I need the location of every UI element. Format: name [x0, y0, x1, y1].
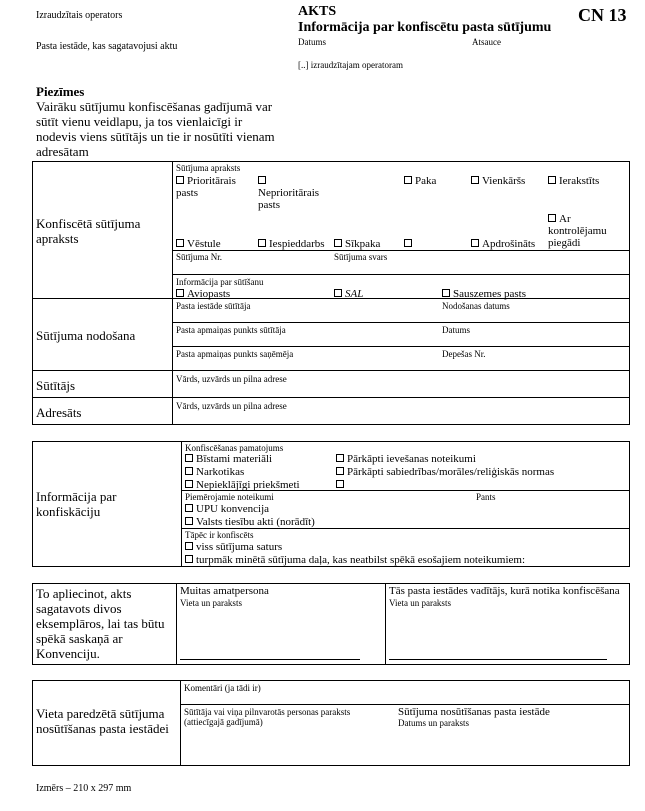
registered-checkbox[interactable]: [548, 176, 556, 184]
narcotics-option[interactable]: Narkotikas: [185, 466, 244, 478]
letter-checkbox[interactable]: [176, 239, 184, 247]
small-packet-checkbox[interactable]: [334, 239, 342, 247]
parcel-option[interactable]: Paka: [404, 175, 436, 187]
item-number-label: Sūtījuma Nr.: [176, 252, 223, 262]
import-rules-option[interactable]: Pārkāpti ievešanas noteikumi: [336, 453, 476, 465]
national-law-option[interactable]: Valsts tiesību akti (norādīt): [185, 516, 315, 528]
posting-section-label: Sūtījuma nodošana: [36, 328, 136, 343]
import-rules-checkbox[interactable]: [336, 454, 344, 462]
delivery-confirmation-option[interactable]: Ar kontrolējamu piegādi: [548, 213, 607, 249]
designated-operator-label: Izraudzītais operators: [36, 10, 123, 21]
printed-matter-option[interactable]: Iespieddarbs: [258, 238, 325, 250]
sender-field-label: Vārds, uzvārds un pilna adrese: [176, 374, 287, 384]
whole-content-checkbox[interactable]: [185, 542, 193, 550]
other-reason-checkbox[interactable]: [336, 480, 344, 488]
ordinary-checkbox[interactable]: [471, 176, 479, 184]
rules-label: Piemērojamie noteikumi: [185, 492, 274, 502]
upu-option[interactable]: UPU konvencija: [185, 503, 269, 515]
office-signature-line[interactable]: [389, 659, 607, 660]
insured-checkbox[interactable]: [471, 239, 479, 247]
registered-option[interactable]: Ierakstīts: [548, 175, 599, 187]
doc-type: AKTS: [298, 4, 337, 19]
reasons-label: Konfiscēšanas pamatojums: [185, 443, 284, 453]
confiscated-label: Tāpēc ir konfiscēts: [185, 530, 254, 540]
insured-option[interactable]: Apdrošināts: [471, 238, 535, 250]
drafting-office-label: Pasta iestāde, kas sagatavojusi aktu: [36, 41, 178, 52]
prohibited-checkbox[interactable]: [185, 480, 193, 488]
exchange-date-label: Datums: [442, 325, 470, 335]
weight-label: Sūtījuma svars: [334, 252, 388, 262]
surface-checkbox[interactable]: [442, 289, 450, 297]
sal-option[interactable]: SAL: [334, 288, 363, 300]
narcotics-checkbox[interactable]: [185, 467, 193, 475]
to-operator-label: [..] izraudzītajam operatoram: [298, 60, 403, 70]
sender-sign-label: Sūtītāja vai viņa pilnvarotās personas paraksts (attiecīgajā gadījumā): [184, 707, 351, 727]
form-code: CN 13: [578, 5, 627, 25]
non-priority-option[interactable]: Neprioritārais pasts: [258, 175, 338, 211]
prohibited-option[interactable]: Nepieklājīgi priekšmeti: [185, 479, 300, 491]
part-content-option[interactable]: turpmāk minētā sūtījuma daļa, kas neatbilst spēkā esošajiem noteikumiem:: [185, 554, 525, 566]
printed-matter-checkbox[interactable]: [258, 239, 266, 247]
sender-label: Sūtītājs: [36, 378, 76, 393]
public-order-checkbox[interactable]: [336, 467, 344, 475]
destination-label: Vieta paredzētā sūtījuma nosūtīšanas pasta iestādei: [36, 706, 169, 736]
addressee-field-label: Vārds, uzvārds un pilna adrese: [176, 401, 287, 411]
exchange-receiver-label: Pasta apmaiņas punkts saņēmēja: [176, 349, 294, 359]
small-packet-option[interactable]: Sīkpaka: [334, 238, 380, 250]
size-note: Izmērs – 210 x 297 mm: [36, 783, 132, 794]
addressee-label: Adresāts: [36, 405, 82, 420]
national-law-checkbox[interactable]: [185, 517, 193, 525]
certification-label: To apliecinot, akts sagatavots divos eksemplāros, lai tas būtu spēkā saskaņā ar Konvenciju.: [36, 586, 165, 661]
destination-office-label: Sūtījuma nosūtīšanas pasta iestāde: [398, 706, 550, 718]
dispatch-info-label: Informācija par sūtīšanu: [176, 277, 264, 287]
surface-option[interactable]: Sauszemes pasts: [442, 288, 526, 300]
article-label: Pants: [476, 492, 496, 502]
other-reason-option[interactable]: [336, 479, 347, 491]
blank-option[interactable]: [404, 238, 415, 250]
description-section-label: Konfiscētā sūtījuma apraksts: [36, 216, 141, 246]
whole-content-option[interactable]: viss sūtījuma saturs: [185, 541, 282, 553]
blank-checkbox[interactable]: [404, 239, 412, 247]
reference-label: Atsauce: [472, 37, 501, 47]
comments-label: Komentāri (ja tādi ir): [184, 683, 261, 693]
letter-option[interactable]: Vēstule: [176, 238, 221, 250]
notes-heading: Piezīmes: [36, 84, 85, 99]
airmail-option[interactable]: Aviopasts: [176, 288, 230, 300]
customs-sign-label: Vieta un paraksts: [180, 598, 242, 608]
destination-sign-label: Datums un paraksts: [398, 718, 469, 728]
office-sign-label: Vieta un paraksts: [389, 598, 451, 608]
upu-checkbox[interactable]: [185, 504, 193, 512]
dangerous-checkbox[interactable]: [185, 454, 193, 462]
dispatch-number-label: Depešas Nr.: [442, 349, 486, 359]
airmail-checkbox[interactable]: [176, 289, 184, 297]
date-label: Datums: [298, 37, 326, 47]
priority-option[interactable]: Prioritārais pasts: [176, 175, 236, 199]
notes-text: Vairāku sūtījumu konfiscēšanas gadījumā var sūtīt vienu veidlapu, ja tos vienlaicīgi ir nodevis viens sūtītājs un tie ir nosūtīti vienam adresātam: [36, 99, 275, 159]
parcel-checkbox[interactable]: [404, 176, 412, 184]
office-head-label: Tās pasta iestādes vadītājs, kurā notika konfiscēšana: [389, 585, 620, 597]
description-type-label: Sūtījuma apraksts: [176, 163, 241, 173]
customs-official-label: Muitas amatpersona: [180, 585, 269, 597]
non-priority-checkbox[interactable]: [258, 176, 266, 184]
dangerous-option[interactable]: Bīstami materiāli: [185, 453, 272, 465]
delivery-confirmation-checkbox[interactable]: [548, 214, 556, 222]
page-title: Informācija par konfiscētu pasta sūtījumu: [298, 20, 552, 35]
confiscation-section-label: Informācija par konfiskāciju: [36, 489, 117, 519]
priority-checkbox[interactable]: [176, 176, 184, 184]
sal-checkbox[interactable]: [334, 289, 342, 297]
ordinary-option[interactable]: Vienkāršs: [471, 175, 525, 187]
exchange-sender-label: Pasta apmaiņas punkts sūtītāja: [176, 325, 286, 335]
customs-signature-line[interactable]: [180, 659, 360, 660]
public-order-option[interactable]: Pārkāpti sabiedrības/morāles/reliģiskās normas: [336, 466, 554, 478]
sender-office-label: Pasta iestāde sūtītāja: [176, 301, 251, 311]
part-content-checkbox[interactable]: [185, 555, 193, 563]
posting-date-label: Nodošanas datums: [442, 301, 510, 311]
